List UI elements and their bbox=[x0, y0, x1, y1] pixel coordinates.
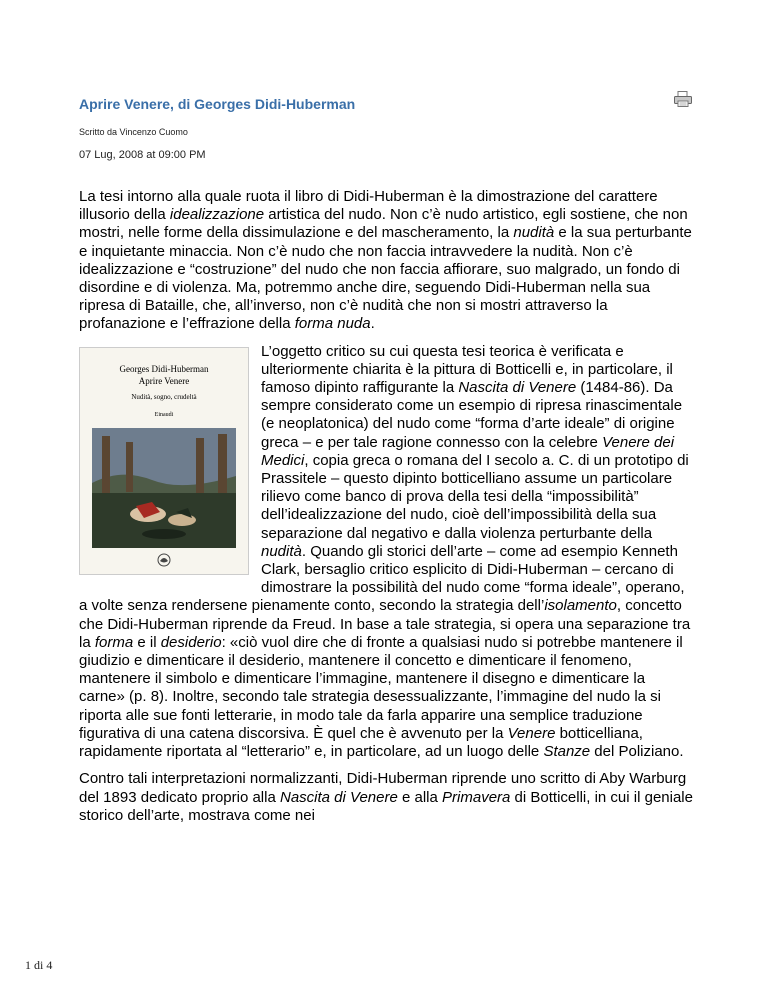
article-title[interactable]: Aprire Venere, di Georges Didi-Huberman bbox=[79, 96, 356, 112]
emphasis: forma bbox=[94, 633, 134, 651]
emphasis: Stanze bbox=[543, 743, 591, 761]
emphasis: desiderio bbox=[160, 633, 222, 651]
emphasis: forma nuda bbox=[294, 315, 371, 333]
cover-subtitle: Nudità, sogno, crudeltà bbox=[131, 392, 197, 401]
emphasis: Venere bbox=[507, 724, 556, 742]
page-number: 1 di 4 bbox=[25, 958, 53, 972]
body-paragraph-1: La tesi intorno alla quale ruota il libro di Didi-Huberman è la dimostrazione del carattere illusorio della idealizzazione artistica del nudo. Non c’è nudo artistico, egli sostiene, che non mostri, nelle forme della dissimulazione e del mascheramento, la nudità e la sua perturbante e inquietante minaccia. Non c’è nudo che non faccia intravvedere la nudità. Non c’è idealizzazione e “costruzione” del nudo che non faccia affiorare, suo malgrado, un fondo di disordine e di violenza. Ma, potremmo anche dire, seguendo Didi-Huberman nella sua ripresa di Bataille, che, all’inverso, non c’è nudità che non si mostri attraverso la profanazione e l’effrazione della forma nuda. bbox=[79, 188, 692, 333]
emphasis: Venere dei Medici bbox=[261, 433, 675, 469]
emphasis: nudità bbox=[513, 224, 555, 242]
emphasis: Primavera bbox=[442, 788, 511, 806]
cover-title: Aprire Venere bbox=[138, 375, 190, 386]
article-byline: Scritto da Vincenzo Cuomo bbox=[79, 127, 188, 137]
emphasis: Nascita di Venere bbox=[458, 379, 577, 397]
book-cover-image bbox=[79, 347, 249, 575]
body-paragraph-3: Contro tali interpretazioni normalizzanti, Didi-Huberman riprende uno scritto di Aby Warburg del 1893 dedicato proprio alla Nascita di Venere e alla Primavera di Botticelli, in cui il geniale storico dell’arte, mostrava come nei bbox=[79, 770, 693, 824]
article-body bbox=[79, 188, 695, 834]
cover-painting bbox=[92, 428, 236, 548]
emphasis: isolamento bbox=[544, 597, 617, 615]
cover-author: Georges Didi-Huberman bbox=[119, 363, 209, 374]
publisher-logo bbox=[157, 553, 171, 567]
emphasis: Nascita di Venere bbox=[279, 788, 398, 806]
body-paragraph-2: L’oggetto critico su cui questa tesi teorica è verificata e ulteriormente chiarita è la pittura di Botticelli e, in particolare, il famoso dipinto raffigurante la Nascita di Venere (1484-86). Da sempre considerato come un esempio di ripresa rinascimentale (e neoplatonica) del nudo come “forma d’arte ideale” di origine greca – e per tale ragione connesso con la celebre Venere dei Medici, copia greca o romana del I secolo a. C. di un prototipo di Prassitele – questo dipinto botticelliano assume un particolare rilievo come banco di prova della tesi della “impossibilità” dell’idealizzazione del nudo, cioè dell’impossibilità della sua separazione dal negativo e dalla violenza perturbante della nudità. Quando gli storici dell’arte – come ad esempio Kenneth Clark, bersaglio critico esplicito di Didi-Huberman – cercano di dimostrare la possibilità del nudo come “forma ideale”, operano, a volte senza rendersene pienamente conto, secondo la strategia dell’isolamento, concetto che Didi-Huberman riprende da Freud. In base a tale strategia, si opera una separazione tra la forma e il desiderio: «ciò vuol dire che di fronte a qualsiasi nudo si potrebbe mantenere il giudizio e dimenticare il desiderio, mantenere il concetto e dimenticare il fenomeno, mantenere il simbolo e dimenticare l’immagine, mantenere il disegno e dimenticare la carne» (p. 8). Inoltre, secondo tale strategia desessualizzante, l’immagine del nudo la si riporta alle sue fonti letterarie, in modo tale da farla apparire una semplice traduzione figurativa di una catena discorsiva. È quel che è avvenuto per la Venere botticelliana, rapidamente riportata al “letterario” e, in particolare, ad un luogo delle Stanze del Poliziano. bbox=[79, 342, 691, 761]
cover-publisher: Einaudi bbox=[154, 411, 174, 418]
print-icon[interactable] bbox=[674, 91, 692, 107]
emphasis: nudità bbox=[261, 542, 302, 560]
emphasis: idealizzazione bbox=[169, 206, 265, 224]
article-date: 07 Lug, 2008 at 09:00 PM bbox=[79, 149, 206, 161]
